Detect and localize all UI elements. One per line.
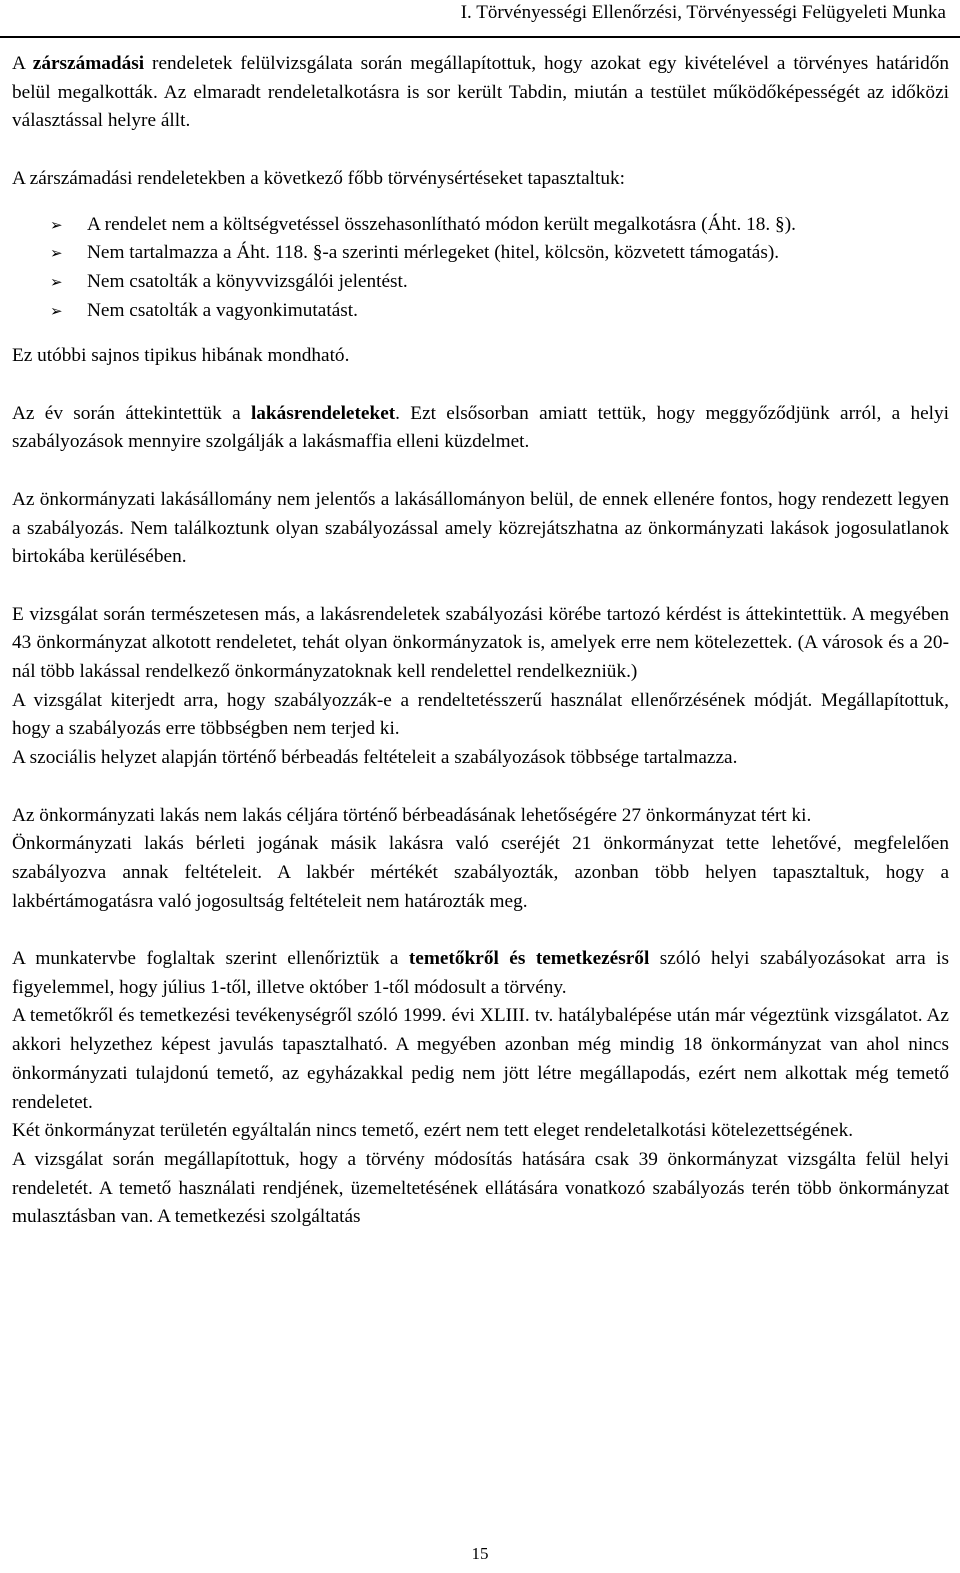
list-item: ➢ Nem tartalmazza a Áht. 118. §-a szerinti mérlegeket (hitel, kölcsön, közvetett támogatás). — [12, 239, 949, 268]
arrow-bullet-icon: ➢ — [50, 301, 63, 320]
paragraph-vizsgalat: E vizsgálat során természetesen más, a lakásrendeletek szabályozási körébe tartozó kérdést is áttekintettük. A megyében 43 önkormányzat alkotott rendeletet, tehát olyan önkormányzatok is, amelyek erre nem kötelezettek. (A városok és a 20-nál több lakással rendelkező önkormányzatoknak kell rendelettel rendelkezniük.) — [12, 603, 949, 682]
paragraph-torveny-modositas: A vizsgálat során megállapítottuk, hogy a törvény módosítás hatására csak 39 önkormányzat vizsgálta felül helyi rendeletét. A temető használati rendjének, üzemeltetésének ellátására vonatkozó szabályozás terén több önkormányzat mulasztásban van. A temetkezési szolgáltatás — [12, 1148, 949, 1228]
list-item: ➢ Nem csatolták a könyvvizsgálói jelentést. — [12, 268, 949, 297]
list-item: ➢ Nem csatolták a vagyonkimutatást. — [12, 297, 949, 326]
paragraph-temetok: A munkatervbe foglaltak szerint ellenőriztük a temetőkről és temetkezésről szóló helyi szabályozásokat arra is figyelemmel, hogy július 1-től, illetve október 1-től módosult a törvény. — [12, 948, 949, 998]
header-title: I. Törvényességi Ellenőrzési, Törvényességi Felügyeleti Munka — [460, 2, 946, 23]
paragraph-ket-onkormanyzat: Két önkormányzat területén egyáltalán nincs temető, ezért nem tett eleget rendeletalkotási kötelezettségének. — [12, 1120, 854, 1142]
paragraph-rendeltetesszeru: A vizsgálat kiterjedt arra, hogy szabályozzák-e a rendeltetésszerű használat ellenőrzésének módját. Megállapítottuk, hogy a szabályozás erre többségben nem terjed ki. — [12, 689, 949, 740]
paragraph-violations-intro: A zárszámadási rendeletekben a következő főbb törvénysértéseket tapasztaltuk: — [12, 167, 625, 189]
paragraph-lakasrendeletek: Az év során áttekintettük a lakásrendeleteket. Ezt elsősorban amiatt tettük, hogy meggyőződjünk arról, a helyi szabályozások mennyire szolgálják a lakásmaffia elleni küzdelmet. — [12, 402, 949, 453]
violations-list — [12, 211, 949, 326]
paragraph-temetkezesi-tv: A temetőkről és temetkezési tevékenységről szóló 1999. évi XLIII. tv. hatálybalépése után már végeztünk vizsgálatot. Az akkori helyzethez képest javulás tapasztalható. A megyében azonban még mindig 18 önkormányzat van ahol nincs önkormányzati tulajdonú temető, az egyházakkal pedig nem jött létre megállapodás, ezért nem alkottak még temető rendeletet. — [12, 1005, 949, 1113]
arrow-bullet-icon: ➢ — [50, 272, 63, 291]
page-number: 15 — [471, 1544, 489, 1563]
paragraph-berleti-jog: Önkormányzati lakás bérleti jogának másik lakásra való cseréjét 21 önkormányzat tette lehetővé, megfelelően szabályozva annak feltételeit. A lakbér mértékét szabályozták, azonban több helyen tapasztaltuk, hogy a lakbértámogatásra való jogosultság feltételeit nem határozták meg. — [12, 833, 949, 912]
paragraph-szocialis: A szociális helyzet alapján történő bérbeadás feltételeit a szabályozások többsége tartalmazza. — [12, 747, 738, 769]
arrow-bullet-icon: ➢ — [50, 244, 63, 263]
page-header — [0, 0, 960, 38]
arrow-bullet-icon: ➢ — [50, 215, 63, 234]
paragraph-berbeadas: Az önkormányzati lakás nem lakás céljára történő bérbeadásának lehetőségére 27 önkormányzat tért ki. — [12, 804, 812, 826]
paragraph-typical-error: Ez utóbbi sajnos tipikus hibának mondható. — [12, 345, 350, 367]
bold-term-temetokrol: temetőkről és temetkezésről — [408, 948, 650, 969]
paragraph-zarszamadas: A zárszámadási rendeletek felülvizsgálata során megállapítottuk, hogy azokat egy kivételével a törvényes határidőn belül megalkották. Az elmaradt rendeletalkotásra is sor került Tabdin, miután a testület működőképességét az időközi választással helyre állt. — [12, 53, 949, 132]
list-item: ➢ A rendelet nem a költségvetéssel összehasonlítható módon került megalkotásra (Áht. 18. §). — [12, 211, 949, 240]
bold-term-zarszamadasi: zárszámadási — [32, 53, 145, 74]
bold-term-lakasrendeleteket: lakásrendeleteket — [250, 402, 396, 424]
document-body — [12, 50, 949, 1232]
paragraph-lakasallomany: Az önkormányzati lakásállomány nem jelentős a lakásállományon belül, de ennek ellenére fontos, hogy rendezett legyen a szabályozás. Nem találkoztunk olyan szabályozással amely közrejátszhatna az önkormányzati lakások jogosulatlanok birtokába kerülésében. — [12, 488, 949, 568]
